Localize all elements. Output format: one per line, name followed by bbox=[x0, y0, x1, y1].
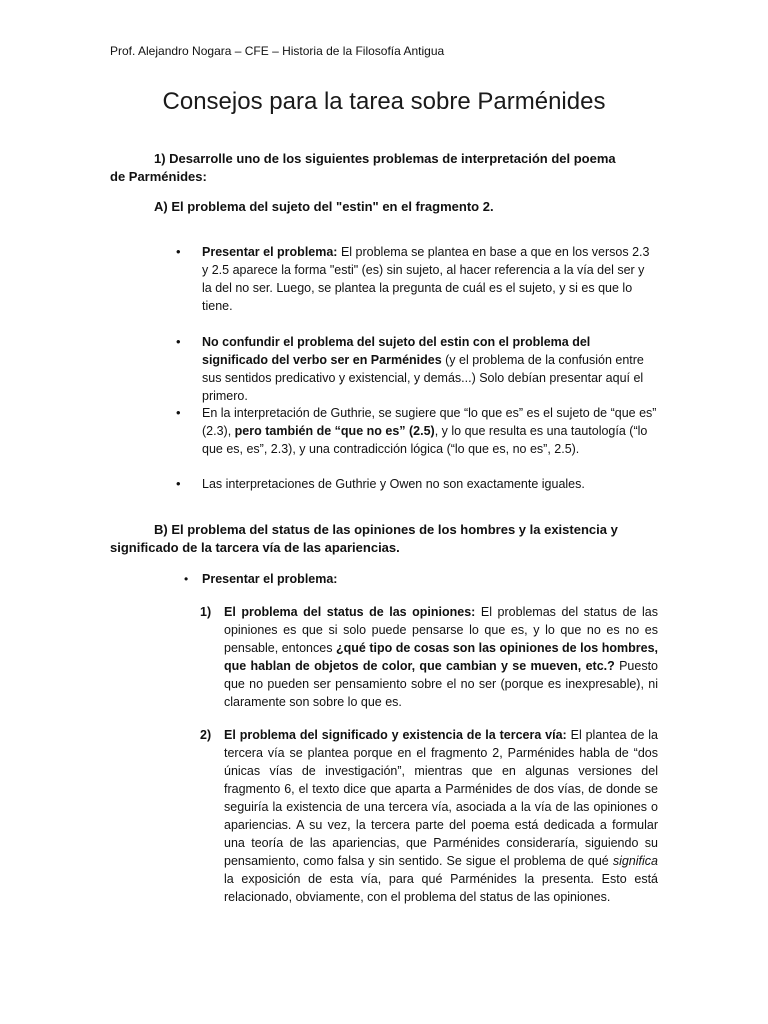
item-italic: significa bbox=[612, 854, 658, 868]
item-text: En la interpretación de Guthrie, se sugiere que “lo que es” es el sujeto de “que es” (2.3), bbox=[202, 406, 657, 438]
item-lead: El problema del status de las opiniones: bbox=[224, 605, 476, 619]
item-lead: El problema del significado y existencia de la tercera vía: bbox=[224, 728, 567, 742]
numbered-item bbox=[224, 726, 658, 906]
list-item bbox=[202, 333, 657, 405]
item-text: El problemas del status de las opiniones es que si solo puede pensarse lo que es, y lo que no es no es pensable, entonces bbox=[224, 605, 658, 655]
item-text: , y lo que resulta es una tautología (“lo que es, es”, 2.3), y una contradicción lógica (“lo que es, no es”, 2.5). bbox=[202, 424, 648, 456]
item-emphasis: pero también de “que no es” (2.5) bbox=[234, 424, 435, 438]
page-title: Consejos para la tarea sobre Parménides bbox=[162, 88, 606, 115]
item-emphasis: ¿qué tipo de cosas son las opiniones de los hombres, que hablan de objetos de color, que cambian y se mueven, etc.? bbox=[224, 641, 658, 673]
list-item bbox=[202, 404, 657, 458]
section-b-heading-text: B) El problema del status de las opiniones de los hombres y la existencia y significado de la tarcera vía de las apariencias. bbox=[110, 522, 618, 555]
list-item: Las interpretaciones de Guthrie y Owen no son exactamente iguales. bbox=[202, 477, 585, 491]
item-text: El problema se plantea en base a que en los versos 2.3 y 2.5 aparece la forma "esti" (es) sin sujeto, al hacer referencia a la vía del ser y la del no ser. Luego, se plantea la pregunta de cuál es el sujeto, y si es que lo tiene. bbox=[202, 245, 650, 313]
question-text: 1) Desarrolle uno de los siguientes problemas de interpretación del poema de Parménides: bbox=[110, 151, 616, 184]
bullet-marker: • bbox=[176, 405, 181, 420]
present-problem-label: Presentar el problema: bbox=[202, 572, 338, 586]
list-number: 1) bbox=[200, 605, 212, 619]
document-header: Prof. Alejandro Nogara – CFE – Historia de la Filosofía Antigua bbox=[110, 44, 445, 58]
bullet-marker: • bbox=[176, 476, 181, 491]
bullet-marker: • bbox=[176, 334, 181, 349]
item-lead: Presentar el problema: bbox=[202, 245, 338, 259]
bullet-marker: • bbox=[176, 244, 181, 259]
item-text: la exposición de esta vía, para qué Parménides la presenta. Esto está relacionado, obviamente, con el problema del status de las opiniones. bbox=[224, 872, 658, 904]
question-prompt bbox=[110, 150, 632, 186]
list-item bbox=[202, 243, 657, 315]
section-b-heading bbox=[110, 521, 640, 557]
item-lead: No confundir el problema del sujeto del estin con el problema del significado del verbo ser en Parménides bbox=[202, 335, 591, 367]
numbered-item bbox=[224, 603, 658, 711]
bullet-marker: • bbox=[184, 572, 189, 586]
item-text: El plantea de la tercera vía se plantea porque en el fragmento 2, Parménides habla de “dos únicas vías de investigación”, mientras que en algunas versiones del fragmento 6, el texto dice que aparta a Parménides de dos vías, de donde se seguiría la existencia de una tercera vía, asociada a la vía de las opiniones o apariencias. A su vez, la tercera parte del poema está dedicada a formular una teoría de las apariencias, que Parménides consideraría, siguiendo su pensamiento, como falsa y sin sentido. Se sigue el problema de qué bbox=[224, 728, 659, 868]
section-a-heading: A) El problema del sujeto del "estin" en el fragmento 2. bbox=[154, 199, 494, 214]
item-text: Puesto que no pueden ser pensamiento sobre el no ser (porque es inexpresable), ni claramente son sobre lo que es. bbox=[224, 659, 658, 709]
item-text: (y el problema de la confusión entre sus sentidos predicativo y existencial, y demás...) Solo debían presentar aquí el primero. bbox=[202, 353, 644, 403]
list-number: 2) bbox=[200, 728, 212, 742]
